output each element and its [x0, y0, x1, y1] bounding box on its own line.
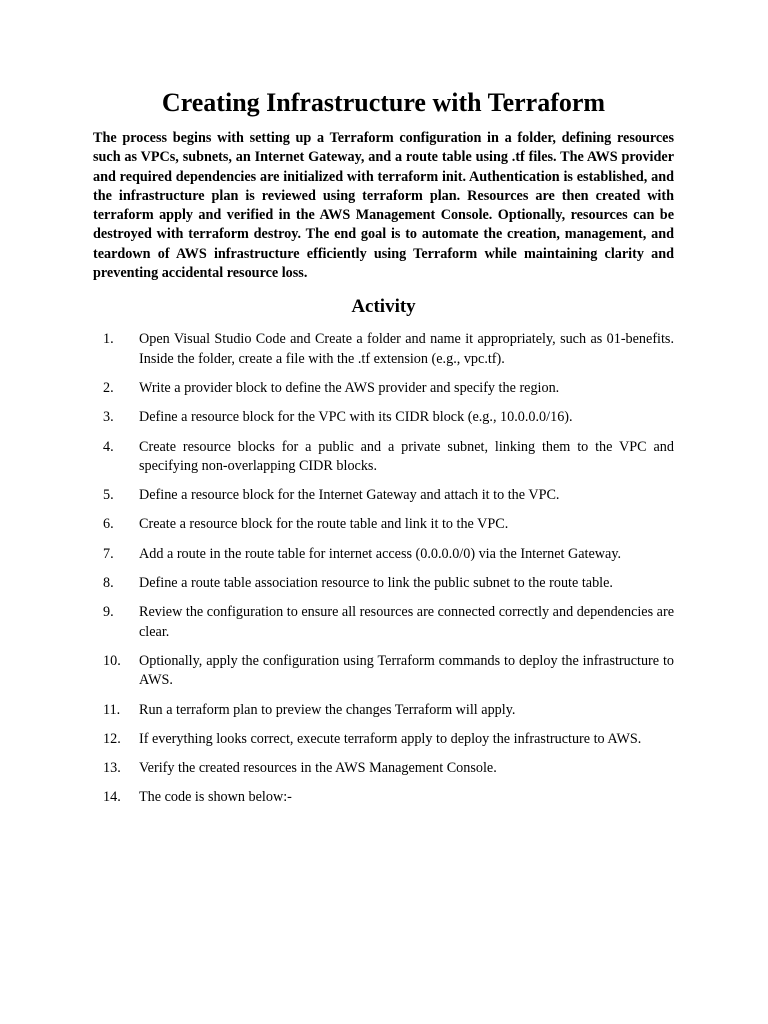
step-number: 5.	[103, 487, 114, 504]
step-number: 13.	[103, 760, 121, 777]
list-item	[93, 652, 674, 691]
list-item	[93, 438, 674, 477]
list-item	[93, 759, 674, 778]
step-number: 8.	[103, 575, 114, 592]
step-text: Verify the created resources in the AWS Management Console.	[139, 760, 497, 777]
list-item	[93, 603, 674, 642]
list-item	[93, 730, 674, 749]
step-number: 12.	[103, 730, 121, 747]
step-text: Create resource blocks for a public and a private subnet, linking them to the VPC and specifying non-overlapping CIDR blocks.	[139, 438, 674, 474]
step-text: Define a resource block for the VPC with its CIDR block (e.g., 10.0.0.0/16).	[139, 409, 573, 426]
step-text: Optionally, apply the configuration using Terraform commands to deploy the infrastructure to AWS.	[139, 652, 674, 689]
list-item	[93, 408, 674, 427]
step-text: Run a terraform plan to preview the changes Terraform will apply.	[139, 701, 516, 718]
step-number: 4.	[103, 438, 114, 455]
step-text: If everything looks correct, execute terraform apply to deploy the infrastructure to AWS.	[139, 730, 642, 747]
step-number: 2.	[103, 379, 114, 396]
activity-heading: Activity	[351, 296, 416, 318]
step-text: Write a provider block to define the AWS provider and specify the region.	[139, 379, 560, 396]
step-number: 7.	[103, 545, 114, 562]
list-item	[93, 545, 674, 564]
step-number: 6.	[103, 516, 114, 533]
step-text: Add a route in the route table for internet access (0.0.0.0/0) via the Internet Gateway.	[139, 545, 622, 562]
list-item	[93, 701, 674, 720]
list-item	[93, 788, 674, 807]
step-text: The code is shown below:-	[139, 789, 292, 806]
step-number: 14.	[103, 789, 121, 806]
step-text: Define a resource block for the Internet Gateway and attach it to the VPC.	[139, 487, 560, 504]
document-page	[93, 86, 674, 818]
list-item	[93, 486, 674, 505]
step-number: 1.	[103, 331, 114, 348]
page-title: Creating Infrastructure with Terraform	[161, 88, 606, 117]
step-text: Open Visual Studio Code and Create a folder and name it appropriately, such as 01-benefits. Inside the folder, create a file with the .tf extension (e.g., vpc.tf).	[139, 331, 674, 367]
intro-paragraph: The process begins with setting up a Terraform configuration in a folder, defining resources such as VPCs, subnets, an Internet Gateway, and a route table using .tf files. The AWS provider and required dependencies are initialized with terraform init. Authentication is established, and the infrastructure plan is reviewed using terraform plan. Resources are then created with terraform apply and verified in the AWS Management Console. Optionally, resources can be destroyed with terraform destroy. The end goal is to automate the creation, management, and teardown of AWS infrastructure efficiently using Terraform while maintaining clarity and preventing accidental resource loss.	[93, 130, 674, 282]
step-number: 9.	[103, 604, 114, 621]
step-text: Define a route table association resource to link the public subnet to the route table.	[139, 575, 613, 592]
step-number: 3.	[103, 409, 114, 426]
step-text: Review the configuration to ensure all resources are connected correctly and dependencies are clear.	[139, 604, 674, 640]
list-item	[93, 515, 674, 534]
list-item	[93, 330, 674, 369]
step-number: 11.	[103, 701, 121, 718]
step-text: Create a resource block for the route table and link it to the VPC.	[139, 516, 509, 533]
list-item	[93, 379, 674, 398]
activity-steps-list	[93, 330, 674, 807]
list-item	[93, 574, 674, 593]
step-number: 10.	[103, 652, 121, 669]
